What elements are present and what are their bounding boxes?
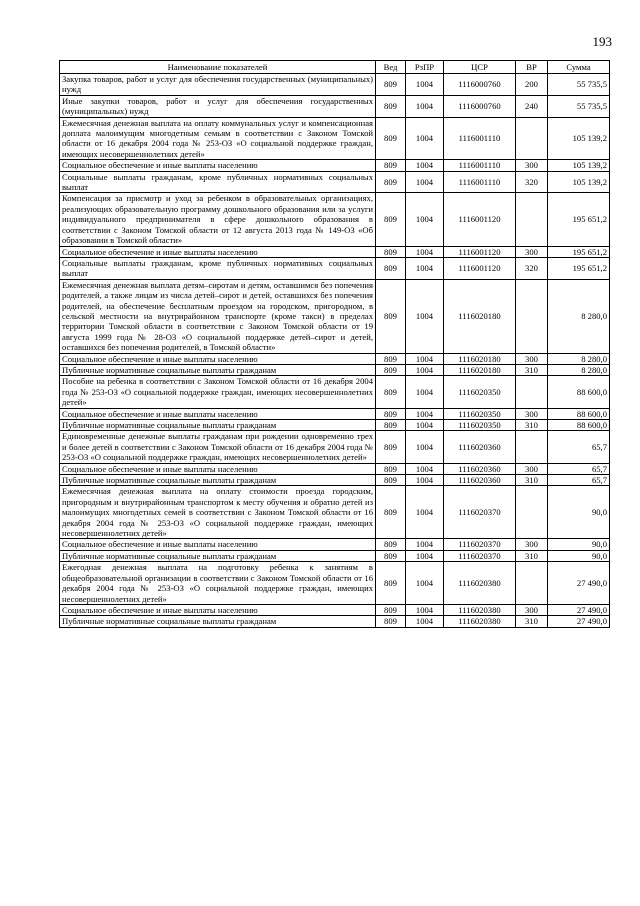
cell-name: Иные закупки товаров, работ и услуг для обеспечения государственных (муниципальных) нужд (60, 95, 376, 117)
cell-ved: 809 (376, 376, 406, 408)
cell-rzpr: 1004 (406, 95, 444, 117)
cell-sum: 55 735,5 (548, 74, 610, 96)
cell-name: Пособие на ребенка в соответствии с Законом Томской области от 16 декабря 2004 года № 253-ОЗ «О социальной поддержке граждан, имеющих несовершеннолетних детей» (60, 376, 376, 408)
table-row (60, 246, 610, 257)
cell-vr (516, 431, 548, 463)
cell-name: Компенсация за присмотр и уход за ребенком в образовательных организациях, реализующих образовательную программу дошкольного образования или за услуги индивидуального предпринимателя в сфере дошкольного образования в соответствии с Законом Томской области от 12 августа 2013 года № 149-ОЗ «Об образовании в Томской области» (60, 193, 376, 246)
cell-name: Ежемесячная денежная выплата детям–сиротам и детям, оставшимся без попечения родителей, а также лицам из числа детей–сирот и детей, оставшихся без попечения родителей, на обеспечение бесплатным проездом на городском, пригородном, в сельской местности на внутрирайонном транспорте (кроме такси) в пределах территории Томской области в соответствии с Законом Томской области от 19 августа 1999 года № 28-ОЗ «О социальной поддержке детей–сирот и детей, оставшихся без попечения родителей, в Томской области» (60, 279, 376, 353)
cell-ved: 809 (376, 117, 406, 160)
cell-csr: 1116000760 (444, 95, 516, 117)
cell-csr: 1116020380 (444, 604, 516, 615)
cell-rzpr: 1004 (406, 364, 444, 375)
cell-sum: 65,7 (548, 463, 610, 474)
table-row (60, 193, 610, 246)
table-row (60, 160, 610, 171)
table-row (60, 604, 610, 615)
table-row (60, 616, 610, 627)
cell-name: Социальное обеспечение и иные выплаты населению (60, 408, 376, 419)
cell-rzpr: 1004 (406, 257, 444, 279)
cell-vr: 310 (516, 616, 548, 627)
cell-csr: 1116020370 (444, 486, 516, 539)
cell-ved: 809 (376, 408, 406, 419)
table-row (60, 257, 610, 279)
header-row (60, 61, 610, 74)
cell-sum: 195 651,2 (548, 193, 610, 246)
cell-rzpr: 1004 (406, 550, 444, 561)
cell-csr: 1116001120 (444, 246, 516, 257)
cell-sum: 65,7 (548, 475, 610, 486)
cell-name: Публичные нормативные социальные выплаты гражданам (60, 550, 376, 561)
cell-name: Социальное обеспечение и иные выплаты населению (60, 353, 376, 364)
cell-ved: 809 (376, 604, 406, 615)
cell-csr: 1116020360 (444, 463, 516, 474)
cell-sum: 65,7 (548, 431, 610, 463)
cell-rzpr: 1004 (406, 408, 444, 419)
cell-name: Социальные выплаты гражданам, кроме публичных нормативных социальных выплат (60, 257, 376, 279)
cell-name: Социальное обеспечение и иные выплаты населению (60, 539, 376, 550)
cell-rzpr: 1004 (406, 604, 444, 615)
cell-name: Публичные нормативные социальные выплаты гражданам (60, 364, 376, 375)
cell-vr (516, 562, 548, 605)
cell-vr: 300 (516, 246, 548, 257)
cell-sum: 105 139,2 (548, 160, 610, 171)
table-row (60, 420, 610, 431)
cell-vr: 200 (516, 74, 548, 96)
cell-vr (516, 376, 548, 408)
cell-ved: 809 (376, 420, 406, 431)
header-csr: ЦСР (444, 61, 516, 74)
cell-csr: 1116020380 (444, 616, 516, 627)
cell-csr: 1116001120 (444, 257, 516, 279)
table-row (60, 74, 610, 96)
cell-rzpr: 1004 (406, 463, 444, 474)
cell-ved: 809 (376, 257, 406, 279)
cell-ved: 809 (376, 160, 406, 171)
cell-rzpr: 1004 (406, 376, 444, 408)
cell-name: Ежегодная денежная выплата на подготовку ребенка к занятиям в общеобразовательной организации в соответствии с Законом Томской области от 16 декабря 2004 года № 253-ОЗ «О социальной поддержке граждан, имеющих несовершеннолетних детей» (60, 562, 376, 605)
cell-ved: 809 (376, 279, 406, 353)
cell-csr: 1116020180 (444, 279, 516, 353)
cell-ved: 809 (376, 193, 406, 246)
cell-csr: 1116001110 (444, 171, 516, 193)
cell-name: Социальное обеспечение и иные выплаты населению (60, 246, 376, 257)
page-number: 193 (592, 34, 612, 49)
cell-ved: 809 (376, 95, 406, 117)
cell-rzpr: 1004 (406, 160, 444, 171)
table-row (60, 95, 610, 117)
cell-vr (516, 193, 548, 246)
cell-rzpr: 1004 (406, 616, 444, 627)
cell-rzpr: 1004 (406, 562, 444, 605)
cell-csr: 1116001110 (444, 117, 516, 160)
cell-sum: 90,0 (548, 539, 610, 550)
cell-name: Ежемесячная денежная выплата на оплату стоимости проезда городским, пригородным и внутрирайонным транспортом к месту обучения и обратно детей из малоимущих многодетных семей в соответствии с Законом Томской области от 16 декабря 2004 года № 253-ОЗ «О социальной поддержке граждан, имеющих несовершеннолетних детей» (60, 486, 376, 539)
cell-sum: 105 139,2 (548, 171, 610, 193)
cell-sum: 27 490,0 (548, 562, 610, 605)
cell-vr: 320 (516, 171, 548, 193)
table-row (60, 463, 610, 474)
cell-vr: 300 (516, 539, 548, 550)
table-row (60, 353, 610, 364)
cell-ved: 809 (376, 550, 406, 561)
cell-ved: 809 (376, 74, 406, 96)
cell-sum: 195 651,2 (548, 257, 610, 279)
cell-vr: 310 (516, 475, 548, 486)
cell-csr: 1116020180 (444, 353, 516, 364)
cell-name: Публичные нормативные социальные выплаты гражданам (60, 475, 376, 486)
cell-vr: 310 (516, 420, 548, 431)
cell-csr: 1116020360 (444, 431, 516, 463)
cell-vr: 310 (516, 364, 548, 375)
cell-name: Публичные нормативные социальные выплаты гражданам (60, 420, 376, 431)
cell-csr: 1116001120 (444, 193, 516, 246)
cell-vr: 240 (516, 95, 548, 117)
cell-vr (516, 486, 548, 539)
cell-rzpr: 1004 (406, 539, 444, 550)
cell-sum: 195 651,2 (548, 246, 610, 257)
table-row (60, 550, 610, 561)
table-row (60, 486, 610, 539)
table-row (60, 171, 610, 193)
table-body (60, 74, 610, 628)
cell-vr (516, 117, 548, 160)
cell-rzpr: 1004 (406, 431, 444, 463)
cell-sum: 88 600,0 (548, 408, 610, 419)
table-row (60, 475, 610, 486)
cell-name: Ежемесячная денежная выплата на оплату коммунальных услуг и компенсационная доплата малоимущим многодетным семьям в соответствии с Законом Томской области от 16 декабря 2004 года № 253-ОЗ «О социальной поддержке граждан, имеющих несовершеннолетних детей» (60, 117, 376, 160)
cell-name: Публичные нормативные социальные выплаты гражданам (60, 616, 376, 627)
cell-rzpr: 1004 (406, 117, 444, 160)
table-row (60, 562, 610, 605)
table-row (60, 431, 610, 463)
header-ved: Вед (376, 61, 406, 74)
cell-vr: 300 (516, 408, 548, 419)
cell-vr: 310 (516, 550, 548, 561)
cell-csr: 1116000760 (444, 74, 516, 96)
cell-ved: 809 (376, 562, 406, 605)
cell-name: Социальное обеспечение и иные выплаты населению (60, 604, 376, 615)
cell-vr: 320 (516, 257, 548, 279)
cell-vr: 300 (516, 353, 548, 364)
cell-sum: 27 490,0 (548, 604, 610, 615)
cell-ved: 809 (376, 171, 406, 193)
table-row (60, 117, 610, 160)
cell-ved: 809 (376, 539, 406, 550)
cell-csr: 1116020180 (444, 364, 516, 375)
cell-csr: 1116020350 (444, 408, 516, 419)
cell-rzpr: 1004 (406, 279, 444, 353)
cell-name: Социальные выплаты гражданам, кроме публичных нормативных социальных выплат (60, 171, 376, 193)
header-name: Наименование показателей (60, 61, 376, 74)
cell-rzpr: 1004 (406, 486, 444, 539)
cell-rzpr: 1004 (406, 475, 444, 486)
cell-rzpr: 1004 (406, 420, 444, 431)
cell-csr: 1116020370 (444, 539, 516, 550)
cell-name: Социальное обеспечение и иные выплаты населению (60, 160, 376, 171)
cell-sum: 90,0 (548, 486, 610, 539)
cell-ved: 809 (376, 431, 406, 463)
cell-sum: 27 490,0 (548, 616, 610, 627)
cell-sum: 8 280,0 (548, 279, 610, 353)
table-row (60, 376, 610, 408)
cell-name: Социальное обеспечение и иные выплаты населению (60, 463, 376, 474)
cell-csr: 1116020370 (444, 550, 516, 561)
cell-ved: 809 (376, 364, 406, 375)
cell-csr: 1116020350 (444, 376, 516, 408)
header-sum: Сумма (548, 61, 610, 74)
cell-rzpr: 1004 (406, 171, 444, 193)
cell-csr: 1116020380 (444, 562, 516, 605)
table-row (60, 364, 610, 375)
cell-ved: 809 (376, 486, 406, 539)
cell-rzpr: 1004 (406, 74, 444, 96)
cell-ved: 809 (376, 353, 406, 364)
cell-ved: 809 (376, 246, 406, 257)
cell-sum: 105 139,2 (548, 117, 610, 160)
table-row (60, 408, 610, 419)
table-row (60, 539, 610, 550)
cell-vr: 300 (516, 463, 548, 474)
cell-sum: 90,0 (548, 550, 610, 561)
cell-rzpr: 1004 (406, 353, 444, 364)
cell-ved: 809 (376, 475, 406, 486)
cell-csr: 1116020360 (444, 475, 516, 486)
cell-sum: 8 280,0 (548, 353, 610, 364)
table-row (60, 279, 610, 353)
cell-ved: 809 (376, 616, 406, 627)
cell-sum: 55 735,5 (548, 95, 610, 117)
cell-csr: 1116020350 (444, 420, 516, 431)
cell-name: Закупка товаров, работ и услуг для обеспечения государственных (муниципальных) нужд (60, 74, 376, 96)
cell-csr: 1116001110 (444, 160, 516, 171)
cell-vr (516, 279, 548, 353)
cell-sum: 88 600,0 (548, 420, 610, 431)
cell-ved: 809 (376, 463, 406, 474)
cell-name: Единовременные денежные выплаты гражданам при рождении одновременно трех и более детей в соответствии с Законом Томской области от 16 декабря 2004 года № 253-ОЗ «О социальной поддержке граждан, имеющих несовершеннолетних детей» (60, 431, 376, 463)
cell-sum: 88 600,0 (548, 376, 610, 408)
cell-rzpr: 1004 (406, 193, 444, 246)
header-vr: ВР (516, 61, 548, 74)
table-header (60, 61, 610, 74)
header-rzpr: РзПР (406, 61, 444, 74)
cell-vr: 300 (516, 160, 548, 171)
cell-sum: 8 280,0 (548, 364, 610, 375)
cell-rzpr: 1004 (406, 246, 444, 257)
budget-table (59, 60, 610, 628)
cell-vr: 300 (516, 604, 548, 615)
